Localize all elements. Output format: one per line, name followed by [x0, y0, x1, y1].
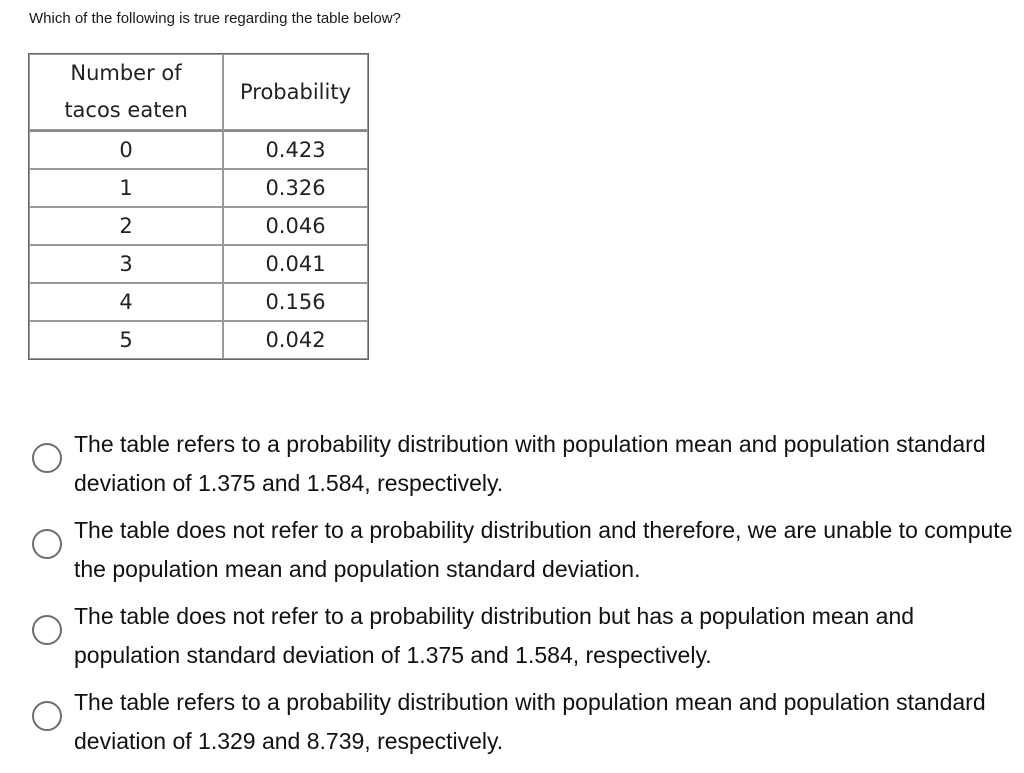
cell-probability: 0.423 — [223, 130, 368, 169]
table-row — [29, 207, 368, 245]
radio-button-option-2[interactable] — [32, 529, 62, 559]
option-3-text[interactable]: The table does not refer to a probability distribution but has a population mean and population standard deviation of 1.375 and 1.584, respectively. — [74, 603, 915, 668]
cell-probability: 0.042 — [223, 321, 368, 359]
header-number-of-tacos — [29, 54, 223, 130]
cell-tacos: 5 — [29, 321, 223, 359]
header-number-line1: Number of — [70, 61, 182, 85]
cell-probability: 0.156 — [223, 283, 368, 321]
radio-button-option-1[interactable] — [32, 443, 62, 473]
cell-probability: 0.046 — [223, 207, 368, 245]
radio-button-option-4[interactable] — [32, 701, 62, 731]
answer-option-4[interactable] — [30, 681, 1020, 767]
probability-table — [28, 53, 369, 360]
table-row — [29, 321, 368, 359]
option-4-text[interactable]: The table refers to a probability distribution with population mean and population standard deviation of 1.329 and 8.739, respectively. — [74, 689, 986, 754]
cell-tacos: 1 — [29, 169, 223, 207]
question-text: Which of the following is true regarding the table below? — [29, 10, 401, 27]
table-row — [29, 283, 368, 321]
answer-option-3[interactable] — [30, 595, 1020, 681]
cell-tacos: 2 — [29, 207, 223, 245]
cell-probability: 0.041 — [223, 245, 368, 283]
option-1-text[interactable]: The table refers to a probability distribution with population mean and population standard deviation of 1.375 and 1.584, respectively. — [74, 431, 986, 496]
option-2-text[interactable]: The table does not refer to a probability distribution and therefore, we are unable to compute the population mean and population standard deviation. — [74, 517, 1013, 582]
answer-option-1[interactable] — [30, 423, 1020, 509]
table-row — [29, 245, 368, 283]
header-probability: Probability — [223, 54, 368, 130]
table-row — [29, 130, 368, 169]
cell-tacos: 3 — [29, 245, 223, 283]
table-header-row — [29, 54, 368, 130]
answer-option-2[interactable] — [30, 509, 1020, 595]
radio-button-option-3[interactable] — [32, 615, 62, 645]
cell-probability: 0.326 — [223, 169, 368, 207]
cell-tacos: 0 — [29, 130, 223, 169]
table-row — [29, 169, 368, 207]
answer-options — [30, 423, 1020, 767]
header-number-line2: tacos eaten — [64, 98, 188, 122]
cell-tacos: 4 — [29, 283, 223, 321]
